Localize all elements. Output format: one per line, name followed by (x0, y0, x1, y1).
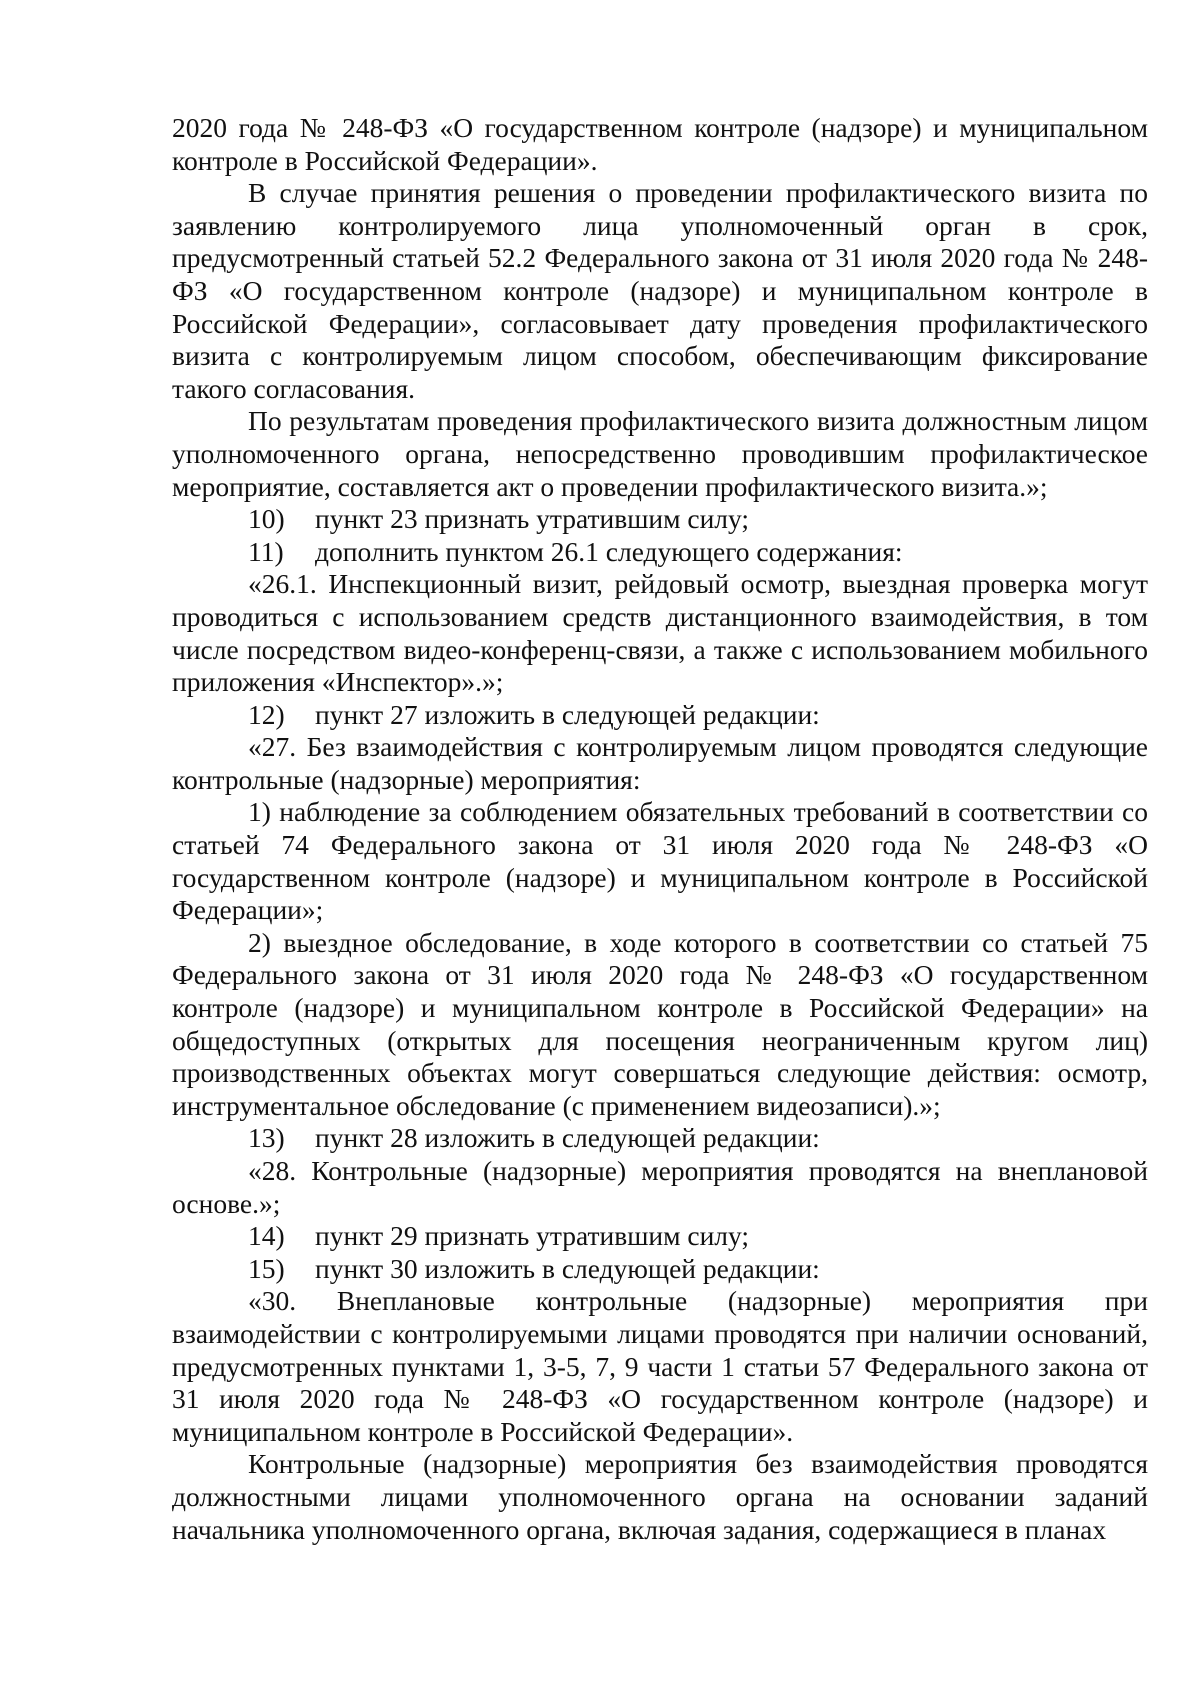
list-item-15 (172, 1253, 1148, 1286)
list-item-number: 12) (248, 698, 285, 730)
paragraph-30: «30. Внеплановые контрольные (надзорные) мероприятия при взаимодействии с контролируемыми лицами проводятся при наличии оснований, предусмотренных пунктами 1, 3-5, 7, 9 части 1 статьи 57 Федерального закона от 31 июля 2020 года № 248-ФЗ «О государственном контроле (надзоре) и муниципальном контроле в Российской Федерации». (172, 1285, 1148, 1447)
list-item-10 (172, 503, 1148, 536)
list-item-number: 13) (248, 1122, 285, 1154)
paragraph-27-1: 1) наблюдение за соблюдением обязательных требований в соответствии со статьей 74 Федерального закона от 31 июля 2020 года № 248-ФЗ «О государственном контроле (надзоре) и муниципальном контроле в Российской Федерации»; (172, 796, 1148, 926)
paragraph-visit-agreement: В случае принятия решения о проведении профилактического визита по заявлению контролируемого лица уполномоченный орган в срок, предусмотренный статьей 52.2 Федерального закона от 31 июля 2020 года № 248-ФЗ «О государственном контроле (надзоре) и муниципальном контроле в Российской Федерации», согласовывает дату проведения профилактического визита с контролируемым лицом способом, обеспечивающим фиксирование такого согласования. (172, 177, 1148, 404)
paragraph-30-no-interaction: Контрольные (надзорные) мероприятия без взаимодействия проводятся должностными лицами уполномоченного органа на основании заданий начальника уполномоченного органа, включая задания, содержащиеся в планах (172, 1448, 1148, 1545)
list-item-number: 14) (248, 1220, 285, 1252)
list-item-number: 10) (248, 503, 285, 535)
list-item-text: дополнить пунктом 26.1 следующего содержания: (315, 535, 903, 567)
paragraph-26-1: «26.1. Инспекционный визит, рейдовый осмотр, выездная проверка могут проводиться с использованием средств дистанционного взаимодействия, в том числе посредством видео-конференц-связи, а также с использованием мобильного приложения «Инспектор».»; (172, 568, 1148, 698)
list-item-text: пункт 23 признать утратившим силу; (315, 503, 750, 535)
list-item-text: пункт 27 изложить в следующей редакции: (315, 698, 820, 730)
paragraph-28: «28. Контрольные (надзорные) мероприятия проводятся на внеплановой основе.»; (172, 1155, 1148, 1219)
paragraph-27: «27. Без взаимодействия с контролируемым лицом проводятся следующие контрольные (надзорные) мероприятия: (172, 731, 1148, 795)
list-item-text: пункт 30 изложить в следующей редакции: (315, 1252, 820, 1284)
paragraph-visit-act: По результатам проведения профилактического визита должностным лицом уполномоченного органа, непосредственно проводившим профилактическое мероприятие, составляется акт о проведении профилактического визита.»; (172, 405, 1148, 502)
list-item-text: пункт 29 признать утратившим силу; (315, 1220, 750, 1252)
list-item-11 (172, 536, 1148, 569)
document-page (172, 112, 1148, 1546)
list-item-12 (172, 699, 1148, 732)
paragraph-continuation: 2020 года № 248-ФЗ «О государственном контроле (надзоре) и муниципальном контроле в Российской Федерации». (172, 112, 1148, 176)
list-item-text: пункт 28 изложить в следующей редакции: (315, 1122, 820, 1154)
list-item-number: 11) (248, 535, 284, 567)
list-item-13 (172, 1122, 1148, 1155)
list-item-14 (172, 1220, 1148, 1253)
paragraph-27-2: 2) выездное обследование, в ходе которого в соответствии со статьей 75 Федерального закона от 31 июля 2020 года № 248-ФЗ «О государственном контроле (надзоре) и муниципальном контроле в Российской Федерации» на общедоступных (открытых для посещения неограниченным кругом лиц) производственных объектах могут совершаться следующие действия: осмотр, инструментальное обследование (с применением видеозаписи).»; (172, 926, 1148, 1121)
list-item-number: 15) (248, 1252, 285, 1284)
